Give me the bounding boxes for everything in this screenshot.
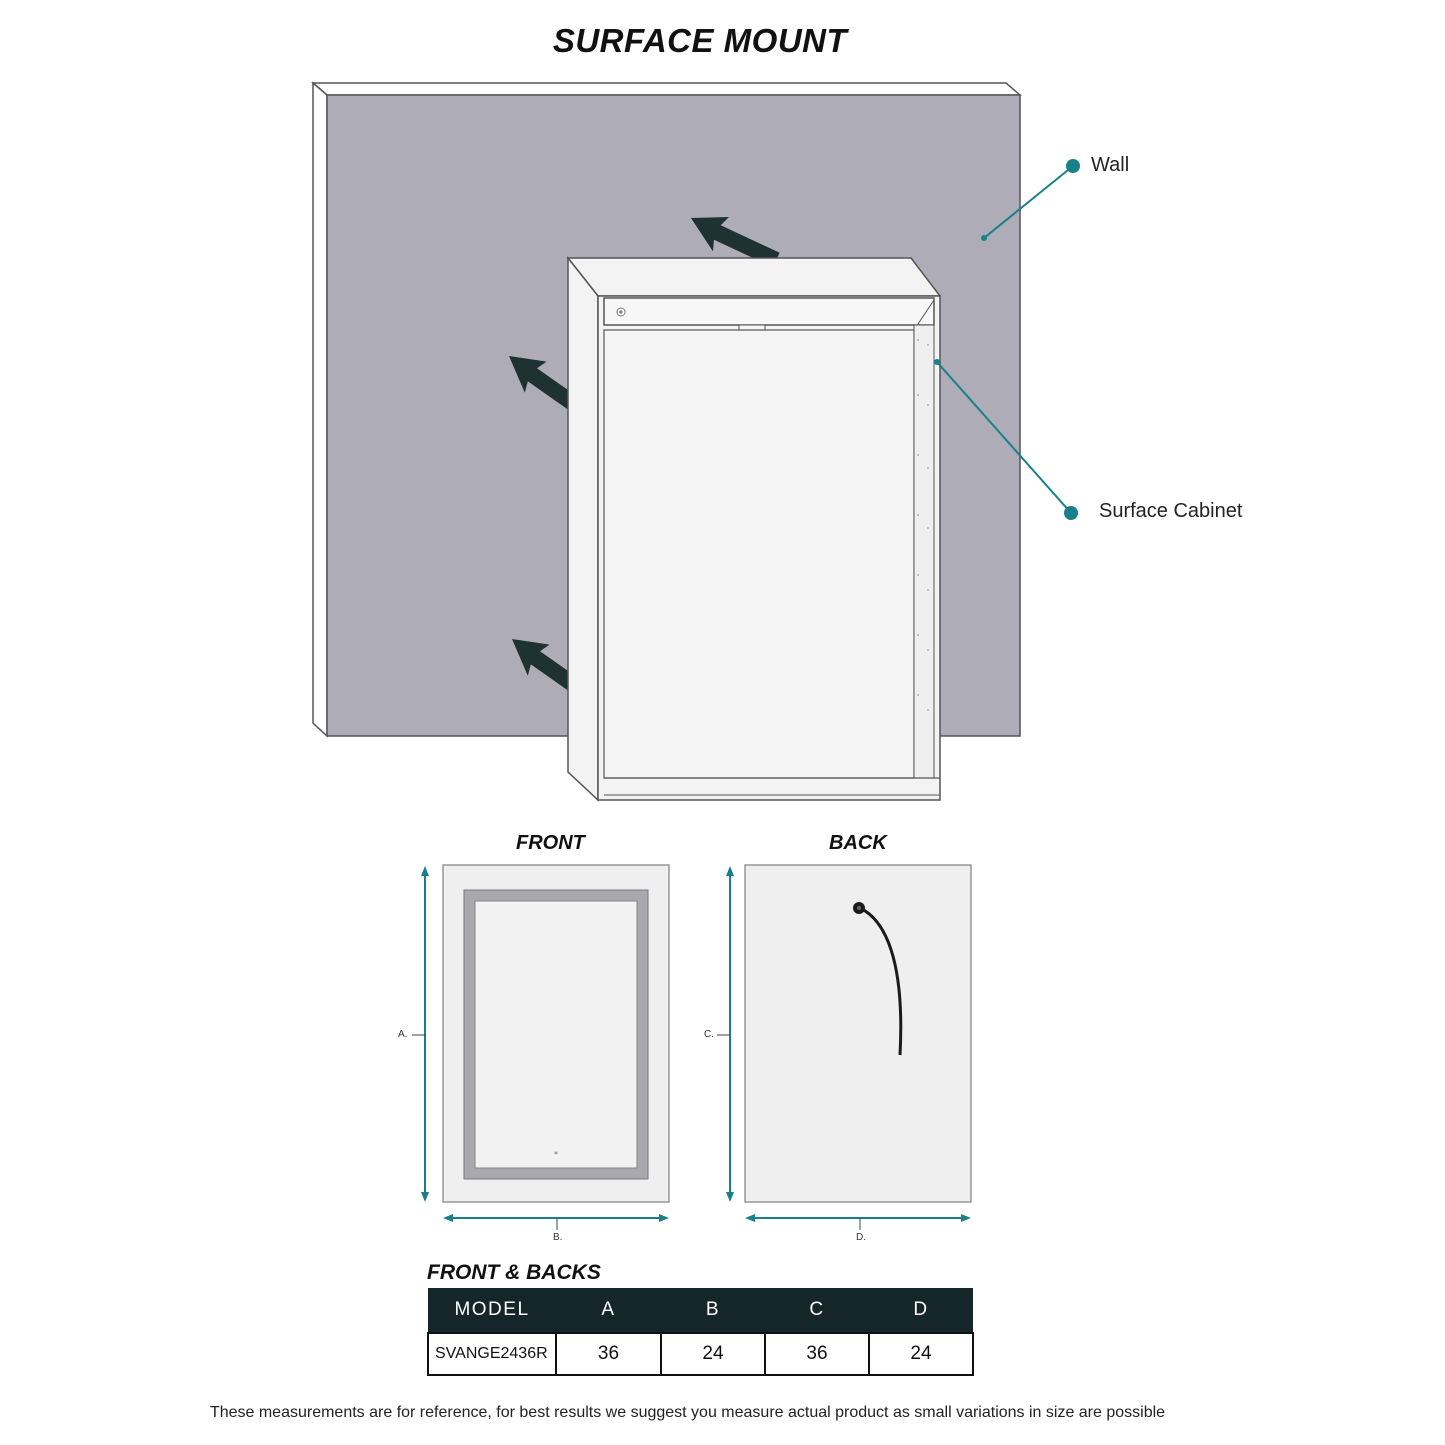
- cell-a: 36: [556, 1333, 661, 1375]
- dimension-b-label: B.: [553, 1232, 563, 1243]
- table-row: [428, 1333, 973, 1375]
- header-b: B: [661, 1288, 765, 1333]
- dimension-d-label: D.: [856, 1232, 866, 1243]
- dimension-c-label: C.: [704, 1029, 714, 1040]
- header-d: D: [869, 1288, 973, 1333]
- disclaimer-text: These measurements are for reference, for best results we suggest you measure actual product as small variations in size are possible: [209, 1404, 1166, 1421]
- callout-surface-cabinet-label: Surface Cabinet: [1099, 500, 1243, 522]
- svg-text:*: *: [554, 1150, 558, 1159]
- page-title: SURFACE MOUNT: [552, 22, 848, 59]
- callout-wall-label: Wall: [1091, 154, 1130, 176]
- dimension-a-label: A.: [398, 1029, 408, 1040]
- back-view: [745, 865, 971, 1202]
- cell-b: 24: [661, 1333, 765, 1375]
- table-title: FRONT & BACKS: [427, 1261, 601, 1284]
- front-view-label: FRONT: [516, 832, 585, 854]
- cell-d: 24: [869, 1333, 973, 1375]
- dimension-b: [443, 1214, 669, 1230]
- dimension-a: [412, 866, 429, 1202]
- surface-cabinet-illustration: [568, 258, 940, 800]
- dimension-c: [717, 866, 734, 1202]
- back-view-label: BACK: [829, 832, 887, 854]
- header-model: MODEL: [428, 1288, 556, 1333]
- cell-c: 36: [765, 1333, 869, 1375]
- dimension-d: [745, 1214, 971, 1230]
- dimensions-table: [427, 1288, 974, 1376]
- front-view: [443, 865, 669, 1202]
- table-header-row: [428, 1288, 973, 1333]
- cell-model: SVANGE2436R: [428, 1333, 556, 1375]
- header-a: A: [556, 1288, 661, 1333]
- header-c: C: [765, 1288, 869, 1333]
